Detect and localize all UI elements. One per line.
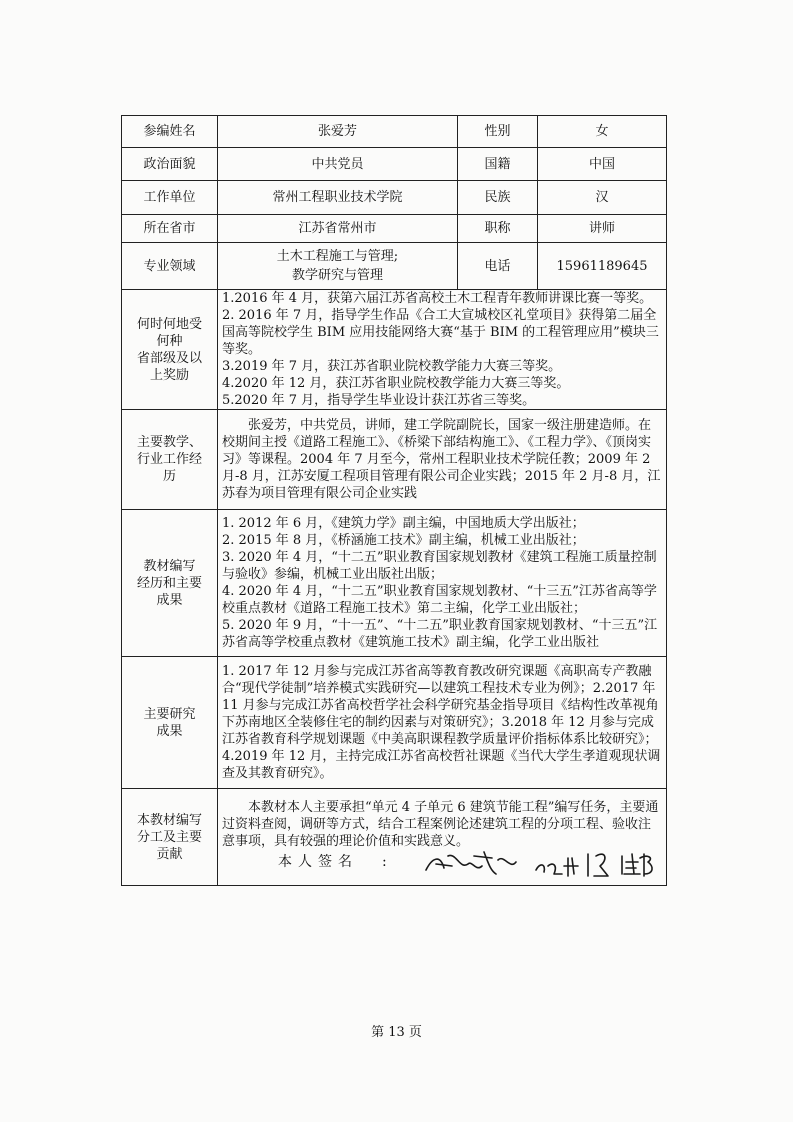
awards-label-line: 何时何地受 xyxy=(136,316,202,332)
nationality-value: 中国 xyxy=(538,148,667,181)
row-contribution xyxy=(122,789,667,886)
title-value: 讲师 xyxy=(538,215,667,243)
political-value: 中共党员 xyxy=(218,148,458,181)
list-item: 1.2016 年 4 月，获第六届江苏省高校土木工程青年教师讲课比赛一等奖。 xyxy=(222,291,653,306)
gender-value: 女 xyxy=(538,116,667,148)
textbooks-label-line: 经历和主要 xyxy=(136,575,202,591)
ethnicity-value: 汉 xyxy=(538,181,667,215)
list-item: 1. 2012 年 6 月，《建筑力学》副主编，中国地质大学出版社； xyxy=(222,516,585,531)
handwritten-signature-and-date xyxy=(422,844,654,880)
list-item: 5. 2020 年 9 月，“十一五”、“十二五”职业教育国家规划教材、“十三五”江苏省高等学校重点教材《建筑施工技术》副主编，化学工业出版社 xyxy=(222,618,658,650)
field-value xyxy=(218,243,458,290)
contribution-label-line: 本教材编写 xyxy=(136,812,202,828)
phone-value: 15961189645 xyxy=(538,243,667,290)
row-research xyxy=(122,657,667,789)
list-item: 2. 2015 年 8 月，《桥涵施工技术》副主编，机械工业出版社； xyxy=(222,533,585,548)
awards-label xyxy=(122,290,218,410)
nationality-label: 国籍 xyxy=(458,148,538,181)
research-text: 1. 2017 年 12 月参与完成江苏省高等教育教改研究课题《高职高专产教融合“现代学徒制”培养模式实践研究—以建筑工程技术专业为例》；2.2017 年 11 月参与完成江苏省高校哲学社会科学研究基金指导项目《结构性改革视角下苏南地区全装修住宅的制约因素与对策研究》；3.2018 年 12 月参与完成江苏省教育科学规划课题《中美高职课程教学质量评价指标体系比较研究》；4.2019 年 12 月，主持完成江苏省高校哲社课题《当代大学生孝道观现状调查及其教育研究》。 xyxy=(222,664,661,781)
row-field xyxy=(122,243,667,290)
textbooks-content xyxy=(218,510,667,657)
location-value: 江苏省常州市 xyxy=(218,215,458,243)
awards-content xyxy=(218,290,667,410)
contribution-label xyxy=(122,789,218,886)
list-item: 4.2020 年 12 月，获江苏省职业院校教学能力大赛三等奖。 xyxy=(222,376,570,391)
field-label: 专业领域 xyxy=(122,243,218,290)
page-number: 第 13 页 xyxy=(371,1025,422,1040)
experience-content xyxy=(218,410,667,510)
row-experience xyxy=(122,410,667,510)
row-name xyxy=(122,116,667,148)
employer-value: 常州工程职业技术学院 xyxy=(218,181,458,215)
list-item: 2. 2016 年 7 月，指导学生作品《合工大宣城校区礼堂项目》获得第二届全国高等院校学生 BIM 应用技能网络大赛“基于 BIM 的工程管理应用”模块三等奖。 xyxy=(222,308,659,357)
list-item: 3.2019 年 7 月，获江苏省职业院校教学能力大赛三等奖。 xyxy=(222,359,562,374)
list-item: 4. 2020 年 4 月，“十二五”职业教育国家规划教材、“十三五”江苏省高等学校重点教材《道路工程施工技术》第二主编，化学工业出版社； xyxy=(222,584,657,616)
awards-label-line: 上奖励 xyxy=(149,367,189,383)
signature-line xyxy=(222,850,662,876)
research-label xyxy=(122,657,218,789)
row-textbooks xyxy=(122,510,667,657)
awards-label-line: 何种 xyxy=(156,333,183,349)
list-item: 3. 2020 年 4 月，“十二五”职业教育国家规划教材《建筑工程施工质量控制与验收》参编，机械工业出版社出版； xyxy=(222,550,657,582)
row-political xyxy=(122,148,667,181)
employer-label: 工作单位 xyxy=(122,181,218,215)
experience-label-line: 历 xyxy=(162,469,176,484)
contribution-label-line: 贡献 xyxy=(156,846,183,862)
research-label-line: 成果 xyxy=(156,723,183,739)
awards-label-line: 省部级及以 xyxy=(136,350,202,366)
contribution-content xyxy=(218,789,667,886)
contribution-label-line: 分工及主要 xyxy=(136,829,202,845)
experience-label xyxy=(122,410,218,510)
research-content xyxy=(218,657,667,789)
contribution-text: 本教材本人主要承担“单元 4 子单元 6 建筑节能工程”编写任务，主要通过资料查阅，调研等方式，结合工程案例论述建筑工程的分项工程、验收注意事项，具有较强的理论价值和实践意义。 xyxy=(222,799,659,849)
title-label: 职称 xyxy=(458,215,538,243)
experience-label-line: 行业工作经 xyxy=(136,452,202,467)
phone-label: 电话 xyxy=(458,243,538,290)
gender-label: 性别 xyxy=(458,116,538,148)
name-value: 张爱芳 xyxy=(218,116,458,148)
contributor-info-form xyxy=(121,115,667,886)
textbooks-label-line: 成果 xyxy=(156,592,183,608)
experience-label-line: 主要教学、 xyxy=(136,435,202,450)
field-value-line2: 教学研究与管理 xyxy=(291,268,383,283)
location-label: 所在省市 xyxy=(122,215,218,243)
experience-text: 张爱芳，中共党员，讲师，建工学院副院长，国家一级注册建造师。在校期间主授《道路工程施工》、《桥梁下部结构施工》、《工程力学》、《顶岗实习》等课程。2004 年 7 月至今，常州工程职业技术学院任教；2009 年 2 月-8 月，江苏安厦工程项目管理有限公司企业实践；2015 年 2 月-8 月，江苏春为项目管理有限公司企业实践 xyxy=(222,418,661,501)
row-employer xyxy=(122,181,667,215)
list-item: 5.2020 年 7 月，指导学生毕业设计获江苏省三等奖。 xyxy=(222,393,536,408)
political-label: 政治面貌 xyxy=(122,148,218,181)
row-location xyxy=(122,215,667,243)
research-label-line: 主要研究 xyxy=(143,706,196,722)
ethnicity-label: 民族 xyxy=(458,181,538,215)
signature-label: 本人签名 xyxy=(278,853,358,870)
textbooks-label xyxy=(122,510,218,657)
textbooks-label-line: 教材编写 xyxy=(143,558,196,574)
signature-colon: : xyxy=(382,853,387,870)
name-label: 参编姓名 xyxy=(122,116,218,148)
field-value-line1: 土木工程施工与管理; xyxy=(276,249,399,264)
row-awards xyxy=(122,290,667,410)
